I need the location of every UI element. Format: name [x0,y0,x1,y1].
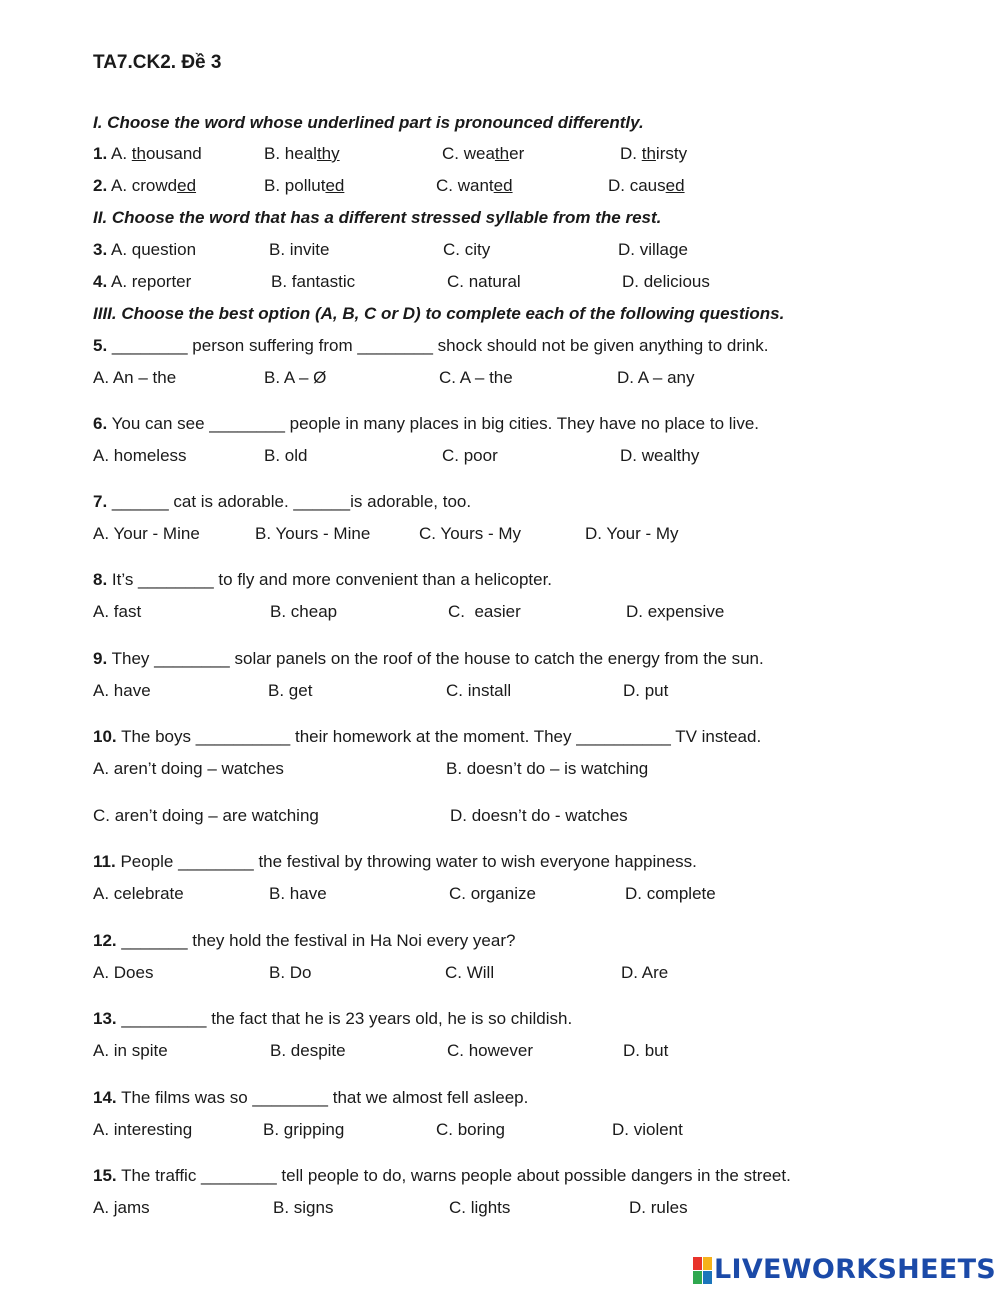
question-text: _________ the fact that he is 23 years old, he is so childish. [121,1009,573,1028]
option-d[interactable]: D. caused [608,176,685,195]
question-15 [93,1165,791,1187]
option-a[interactable]: A. Your - Mine [93,524,200,543]
option-a[interactable]: A. jams [93,1198,150,1217]
question-number: 10. [93,727,117,746]
question-number: 13. [93,1009,117,1028]
question-11 [93,851,697,873]
option-b[interactable]: B. doesn’t do – is watching [446,759,649,778]
option-d[interactable]: D. thirsty [620,144,688,163]
option-b[interactable]: B. invite [269,240,330,259]
option-b[interactable]: B. A – Ø [264,368,327,387]
option-d[interactable]: D. Are [621,963,669,982]
option-a[interactable]: A. reporter [110,272,192,291]
option-c[interactable]: C. Yours - My [419,524,522,543]
option-c[interactable]: C. install [446,681,512,700]
option-a[interactable]: A. question [110,240,197,259]
question-number: 12. [93,931,117,950]
option-d[interactable]: D. expensive [626,602,725,621]
option-d[interactable]: D. doesn’t do - watches [450,806,628,825]
question-7 [93,491,471,513]
question-number: 14. [93,1088,117,1107]
question-number: 6. [93,414,108,433]
option-b[interactable]: B. Yours - Mine [255,524,371,543]
option-c[interactable]: C. poor [442,446,498,465]
option-a[interactable]: A. Does [93,963,154,982]
option-b[interactable]: B. cheap [270,602,338,621]
option-d[interactable]: D. Your - My [585,524,679,543]
option-a[interactable]: A. homeless [93,446,187,465]
option-c[interactable]: C. however [447,1041,533,1060]
page-title: TA7.CK2. Đề 3 [93,52,222,73]
question-9 [93,648,764,670]
option-a[interactable]: A. thousand [110,144,202,163]
question-1 [93,143,202,165]
section-1-instruction: I. Choose the word whose underlined part is pronounced differently. [93,113,644,132]
option-c[interactable]: C. wanted [436,176,513,195]
option-a[interactable]: A. An – the [93,368,177,387]
logo-square-icon [693,1257,702,1270]
option-a[interactable]: A. celebrate [93,884,184,903]
option-b[interactable]: B. polluted [264,176,345,195]
option-d[interactable]: D. put [623,681,669,700]
option-d[interactable]: D. violent [612,1120,683,1139]
option-d[interactable]: D. wealthy [620,446,700,465]
question-text: The boys __________ their homework at the moment. They __________ TV instead. [121,727,762,746]
option-c[interactable]: C. Will [445,963,495,982]
option-c[interactable]: C. natural [447,272,521,291]
option-b[interactable]: B. get [268,681,313,700]
option-c[interactable]: C. easier [448,602,521,621]
option-c[interactable]: C. boring [436,1120,505,1139]
section-2-instruction: II. Choose the word that has a different stressed syllable from the rest. [93,208,662,227]
option-b[interactable]: B. gripping [263,1120,345,1139]
question-3 [93,239,196,261]
option-c[interactable]: C. lights [449,1198,511,1217]
question-text: They ________ solar panels on the roof of the house to catch the energy from the sun. [111,649,764,668]
question-text: People ________ the festival by throwing water to wish everyone happiness. [120,852,697,871]
question-text: The films was so ________ that we almost fell asleep. [121,1088,529,1107]
question-text: _______ they hold the festival in Ha Noi every year? [121,931,516,950]
option-a[interactable]: A. interesting [93,1120,193,1139]
option-b[interactable]: B. old [264,446,308,465]
option-b[interactable]: B. fantastic [271,272,356,291]
question-4 [93,271,191,293]
question-6 [93,413,759,435]
option-b[interactable]: B. signs [273,1198,334,1217]
option-b[interactable]: B. have [269,884,327,903]
question-12 [93,930,515,952]
section-3-instruction: IIII. Choose the best option (A, B, C or D) to complete each of the following questions. [93,304,785,323]
question-5 [93,335,768,357]
question-number: 5. [93,336,108,355]
question-number: 4. [93,272,108,291]
option-c[interactable]: C. A – the [439,368,513,387]
logo-text: LIVEWORKSHEETS [714,1254,997,1285]
question-number: 9. [93,649,108,668]
option-a[interactable]: A. in spite [93,1041,168,1060]
option-d[interactable]: D. complete [625,884,716,903]
liveworksheets-logo[interactable] [693,1254,996,1285]
option-a[interactable]: A. crowded [110,176,197,195]
question-number: 15. [93,1166,117,1185]
option-a[interactable]: A. fast [93,602,142,621]
option-b[interactable]: B. Do [269,963,312,982]
question-text: ______ cat is adorable. ______is adorable, too. [111,492,472,511]
logo-square-icon [703,1257,712,1270]
question-10 [93,726,761,748]
option-d[interactable]: D. village [618,240,688,259]
question-14 [93,1087,528,1109]
option-a[interactable]: A. have [93,681,151,700]
option-b[interactable]: B. despite [270,1041,346,1060]
logo-square-icon [693,1271,702,1284]
question-number: 1. [93,144,108,163]
question-text: The traffic ________ tell people to do, warns people about possible dangers in the street. [121,1166,791,1185]
option-c[interactable]: C. organize [449,884,536,903]
logo-mark-icon [693,1257,711,1283]
question-number: 7. [93,492,108,511]
question-text: ________ person suffering from ________ shock should not be given anything to drink. [111,336,769,355]
option-c[interactable]: C. city [443,240,491,259]
question-number: 11. [93,852,116,871]
question-text: It’s ________ to fly and more convenient than a helicopter. [111,570,553,589]
option-b[interactable]: B. healthy [264,144,340,163]
option-d[interactable]: D. delicious [622,272,710,291]
logo-square-icon [703,1271,712,1284]
option-a[interactable]: A. aren’t doing – watches [93,759,284,778]
question-number: 3. [93,240,108,259]
question-number: 8. [93,570,108,589]
question-number: 2. [93,176,108,195]
question-13 [93,1008,572,1030]
question-2 [93,175,196,197]
question-text: You can see ________ people in many places in big cities. They have no place to live. [111,414,759,433]
option-d[interactable]: D. A – any [617,368,695,387]
option-c[interactable]: C. weather [442,144,525,163]
option-d[interactable]: D. but [623,1041,669,1060]
option-d[interactable]: D. rules [629,1198,688,1217]
question-8 [93,569,552,591]
option-c[interactable]: C. aren’t doing – are watching [93,806,319,825]
